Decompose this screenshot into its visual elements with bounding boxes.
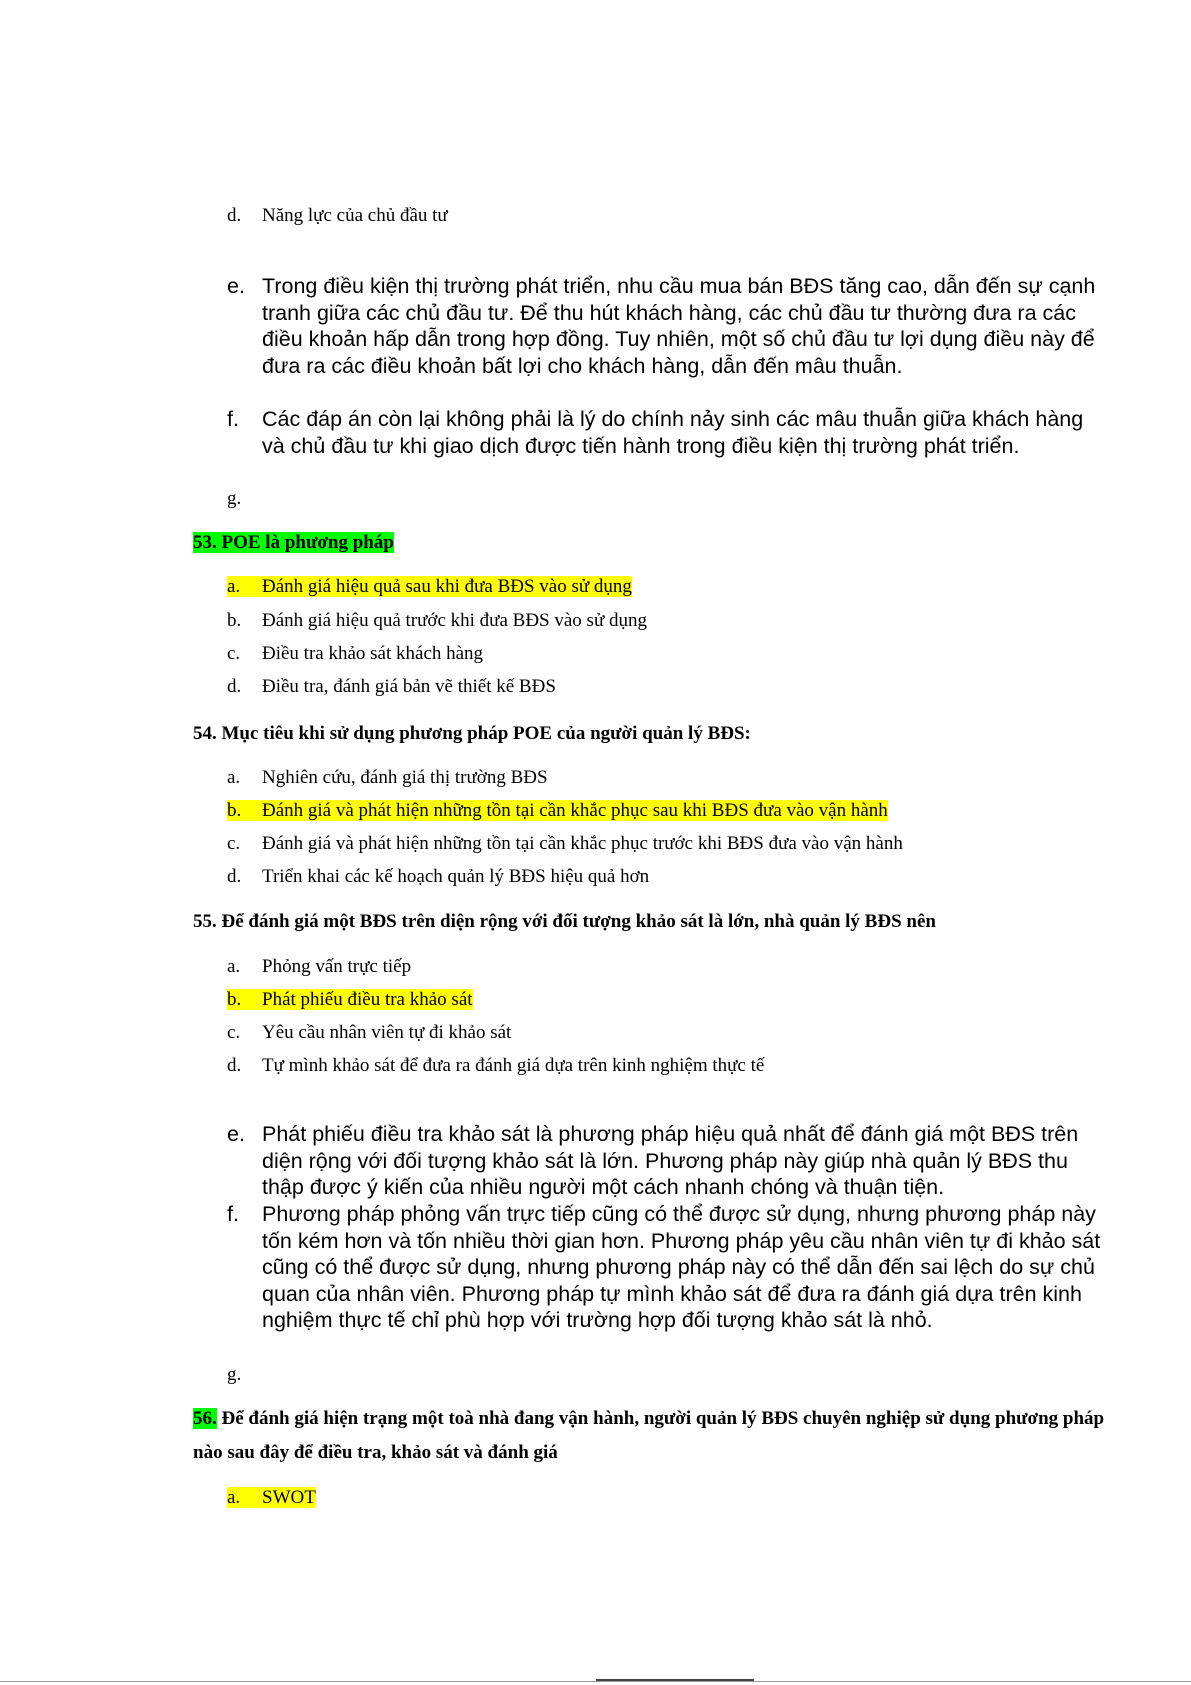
question-53-option-d: [227, 675, 556, 699]
option-label: d.: [227, 1055, 242, 1076]
page-bottom-marker: [596, 1679, 754, 1681]
option-text: Điều tra khảo sát khách hàng: [262, 643, 484, 664]
question-55-option-b: [227, 988, 473, 1012]
question-number: 56.: [193, 1408, 217, 1429]
option-label: f.: [227, 1202, 239, 1226]
explanation-e-q55: [227, 1121, 1107, 1201]
explanation-f-q55: [227, 1201, 1107, 1334]
question-title-text: 53. POE là phương pháp: [193, 532, 394, 553]
question-54-title: [193, 722, 751, 746]
option-text: SWOT: [262, 1487, 316, 1508]
option-label: a.: [227, 576, 241, 597]
question-53-title: [193, 531, 394, 555]
explanation-text: Trong điều kiện thị trường phát triển, nhu cầu mua bán BĐS tăng cao, dẫn đến sự cạnh tranh giữa các chủ đầu tư. Để thu hút khách hàng, các chủ đầu tư thường đưa ra các điều khoản hấp dẫn trong hợp đồng. Tuy nhiên, một số chủ đầu tư lợi dụng điều này để đưa ra các điều khoản bất lợi cho khách hàng, dẫn đến mâu thuẫn.: [262, 274, 1096, 378]
explanation-text: Các đáp án còn lại không phải là lý do chính nảy sinh các mâu thuẫn giữa khách hàng và chủ đầu tư khi giao dịch được tiến hành trong điều kiện thị trường phát triển.: [262, 407, 1084, 458]
option-text: Đánh giá và phát hiện những tồn tại cần khắc phục trước khi BĐS đưa vào vận hành: [262, 833, 903, 854]
option-label: a.: [227, 767, 241, 788]
question-title-text: 54. Mục tiêu khi sử dụng phương pháp POE của người quản lý BĐS:: [193, 723, 751, 744]
option-label: c.: [227, 1022, 241, 1043]
option-label: c.: [227, 643, 241, 664]
question-55-option-c: [227, 1021, 511, 1045]
question-55-option-a: [227, 955, 411, 979]
option-text: Phỏng vấn trực tiếp: [262, 956, 412, 977]
option-text: Phát phiếu điều tra khảo sát: [262, 989, 473, 1010]
question-56-option-a: [227, 1486, 316, 1510]
question-54-option-c: [227, 832, 903, 856]
option-text: Nghiên cứu, đánh giá thị trường BĐS: [262, 767, 548, 788]
option-label: a.: [227, 956, 241, 977]
explanation-text: Phương pháp phỏng vấn trực tiếp cũng có thể được sử dụng, nhưng phương pháp này tốn kém hơn và tốn nhiều thời gian hơn. Phương pháp yêu cầu nhân viên tự đi khảo sát cũng có thể được sử dụng, nhưng phương pháp này có thể dẫn đến sai lệch do sự chủ quan của nhân viên. Phương pháp tự mình khảo sát để đưa ra đánh giá dựa trên kinh nghiệm thực tế chỉ phù hợp với trường hợp đối tượng khảo sát là nhỏ.: [262, 1202, 1101, 1332]
question-title-text: 55. Để đánh giá một BĐS trên diện rộng với đối tượng khảo sát là lớn, nhà quản lý BĐS nên: [193, 911, 936, 932]
option-text: Đánh giá hiệu quả sau khi đưa BĐS vào sử dụng: [262, 576, 632, 597]
question-55-title: [193, 910, 936, 934]
question-55-option-d: [227, 1054, 764, 1078]
question-53-option-a: [227, 575, 632, 599]
option-text: Triển khai các kế hoạch quản lý BĐS hiệu quả hơn: [262, 866, 650, 887]
explanation-text: Phát phiếu điều tra khảo sát là phương pháp hiệu quả nhất để đánh giá một BĐS trên diện rộng với đối tượng khảo sát là lớn. Phương pháp này giúp nhà quản lý BĐS thu thập được ý kiến của nhiều người một cách nhanh chóng và thuận tiện.: [262, 1122, 1079, 1199]
option-text: Đánh giá hiệu quả trước khi đưa BĐS vào sử dụng: [262, 610, 647, 631]
question-54-option-a: [227, 766, 548, 790]
explanation-e-prev: [227, 273, 1107, 379]
option-text: Đánh giá và phát hiện những tồn tại cần khắc phục sau khi BĐS đưa vào vận hành: [262, 800, 888, 821]
option-text: Tự mình khảo sát để đưa ra đánh giá dựa trên kinh nghiệm thực tế: [262, 1055, 765, 1076]
question-53-option-c: [227, 642, 483, 666]
option-label: c.: [227, 833, 241, 854]
option-label: b.: [227, 800, 242, 821]
option-label: e.: [227, 274, 245, 298]
option-text: Điều tra, đánh giá bản vẽ thiết kế BĐS: [262, 676, 556, 697]
page-bottom-divider: [0, 1681, 1191, 1682]
option-label: d.: [227, 866, 242, 887]
explanation-f-prev: [227, 406, 1107, 459]
option-text: Yêu cầu nhân viên tự đi khảo sát: [262, 1022, 512, 1043]
option-label: e.: [227, 1122, 245, 1146]
option-d-prev: [227, 204, 448, 228]
option-label: d.: [227, 205, 242, 226]
option-g-q55: [227, 1363, 262, 1387]
question-53-option-b: [227, 609, 647, 633]
option-label: f.: [227, 407, 239, 431]
question-54-option-b: [227, 799, 888, 823]
option-label: d.: [227, 676, 242, 697]
question-54-option-d: [227, 865, 649, 889]
option-label: b.: [227, 610, 242, 631]
option-label: b.: [227, 989, 242, 1010]
option-label: g.: [227, 488, 242, 509]
option-text: Năng lực của chủ đầu tư: [262, 205, 448, 226]
question-56-title: [193, 1402, 1113, 1470]
option-label: a.: [227, 1487, 241, 1508]
option-label: g.: [227, 1364, 242, 1385]
question-title-text: Để đánh giá hiện trạng một toà nhà đang vận hành, người quản lý BĐS chuyên nghiệp sử dụng phương pháp nào sau đây để điều tra, khảo sát và đánh giá: [193, 1408, 1105, 1463]
option-g-prev: [227, 487, 262, 511]
